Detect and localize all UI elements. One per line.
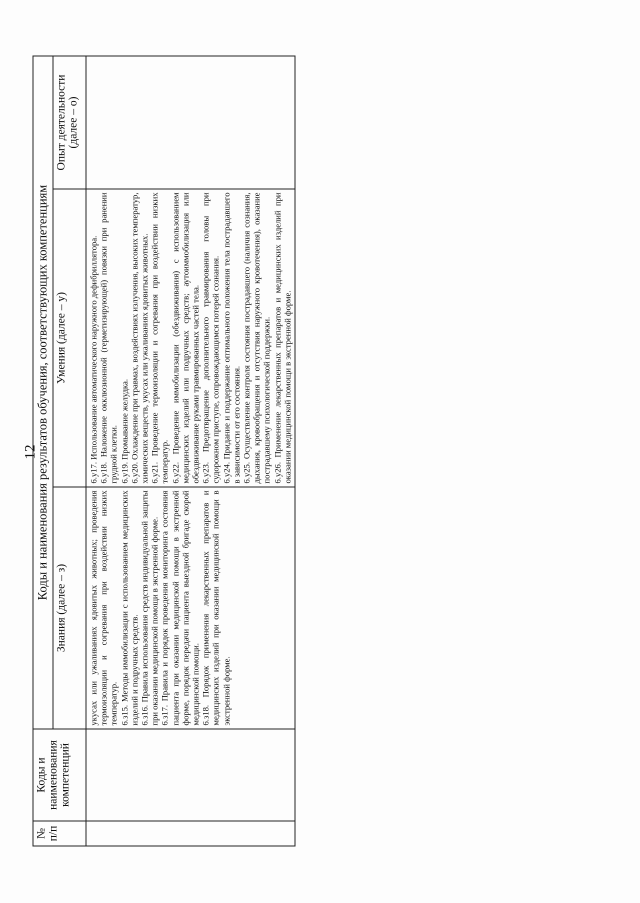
competency-table bbox=[32, 55, 295, 846]
cell-codes bbox=[86, 729, 295, 821]
skills-item: 6.у17. Использование автоматического наружного дефибриллятора. bbox=[88, 235, 98, 483]
skills-cell bbox=[86, 189, 295, 487]
skills-item: 6.у24. Придание и поддержание оптимального положения тела пострадавшего в зависимости от его состояния. bbox=[220, 192, 241, 483]
knowledge-item: 6.з18. Порядок применения лекарственных препаратов и медицинских изделий при оказании медицинской помощи в экстренной форме. bbox=[200, 490, 231, 725]
header-skills: Умения (далее – у) bbox=[53, 189, 86, 487]
skills-item: 6.у21. Проведение термоизоляции и согревания при воздействии низких температур. bbox=[149, 192, 170, 483]
skills-item: 6.у22. Проведение иммобилизации (обездвиживания) с использованием медицинских изделий или подручных средств; аутоиммобилизация или обездвиживание руками травмированных частей тела. bbox=[169, 192, 201, 483]
header-codes: Коды и наименования компетенций bbox=[33, 729, 86, 821]
skills-item: 6.у23. Предотвращение дополнительного травмирования головы при судорожном приступе, сопровождающимся потерей сознания. bbox=[200, 192, 221, 483]
experience-cell bbox=[86, 55, 295, 188]
header-group: Коды и наименования результатов обучения, соответствующих компетенциям bbox=[33, 55, 53, 728]
cell-num bbox=[86, 821, 295, 846]
skills-item: 6.у26. Применение лекарственных препаратов и медицинских изделий при оказании медицинской помощи в экстренной форме. bbox=[271, 192, 292, 483]
skills-item: 6.у19. Промывание желудка. bbox=[118, 378, 129, 483]
header-knowledge: Знания (далее – з) bbox=[53, 487, 86, 729]
skills-item: 6.у18. Наложение окклюзионной (герметизирующей) повязки при ранении грудной клетки. bbox=[98, 192, 119, 483]
knowledge-item: 6.з17. Правила и порядок проведения мониторинга состояния пациента при оказании медицинской помощи в экстренной форме, порядок передачи пациента выездной бригаде скорой медицинской помощи. bbox=[159, 490, 201, 725]
header-num: № п/п bbox=[33, 821, 86, 846]
knowledge-item: 6.з16. Правила использования средств индивидуальной защиты при оказании медицинской помощи в экстренной форме. bbox=[139, 490, 160, 725]
skills-item: 6.у25. Осуществление контроля состояния пострадавшего (наличия сознания, дыхания, кровообращения и отсутствия наружного кровотечения), оказание пострадавшему психологической поддержки. bbox=[241, 192, 272, 483]
skills-item: 6.у20. Охлаждение при травмах, воздействиях излучения, высоких температур, химических веществ, укусах или ужаливаниях ядовитых животных. bbox=[128, 192, 150, 483]
page-number: 12 bbox=[22, 444, 38, 459]
header-experience: Опыт деятельности (далее – о) bbox=[53, 55, 86, 188]
knowledge-item: укусах или ужаливаниях ядовитых животных; проведения термоизоляции и согревания при воздействии низких температур. bbox=[88, 490, 119, 725]
knowledge-cell bbox=[86, 487, 295, 729]
knowledge-item: 6.з15. Методы иммобилизации с использованием медицинских изделий и подручных средств. bbox=[118, 490, 139, 725]
